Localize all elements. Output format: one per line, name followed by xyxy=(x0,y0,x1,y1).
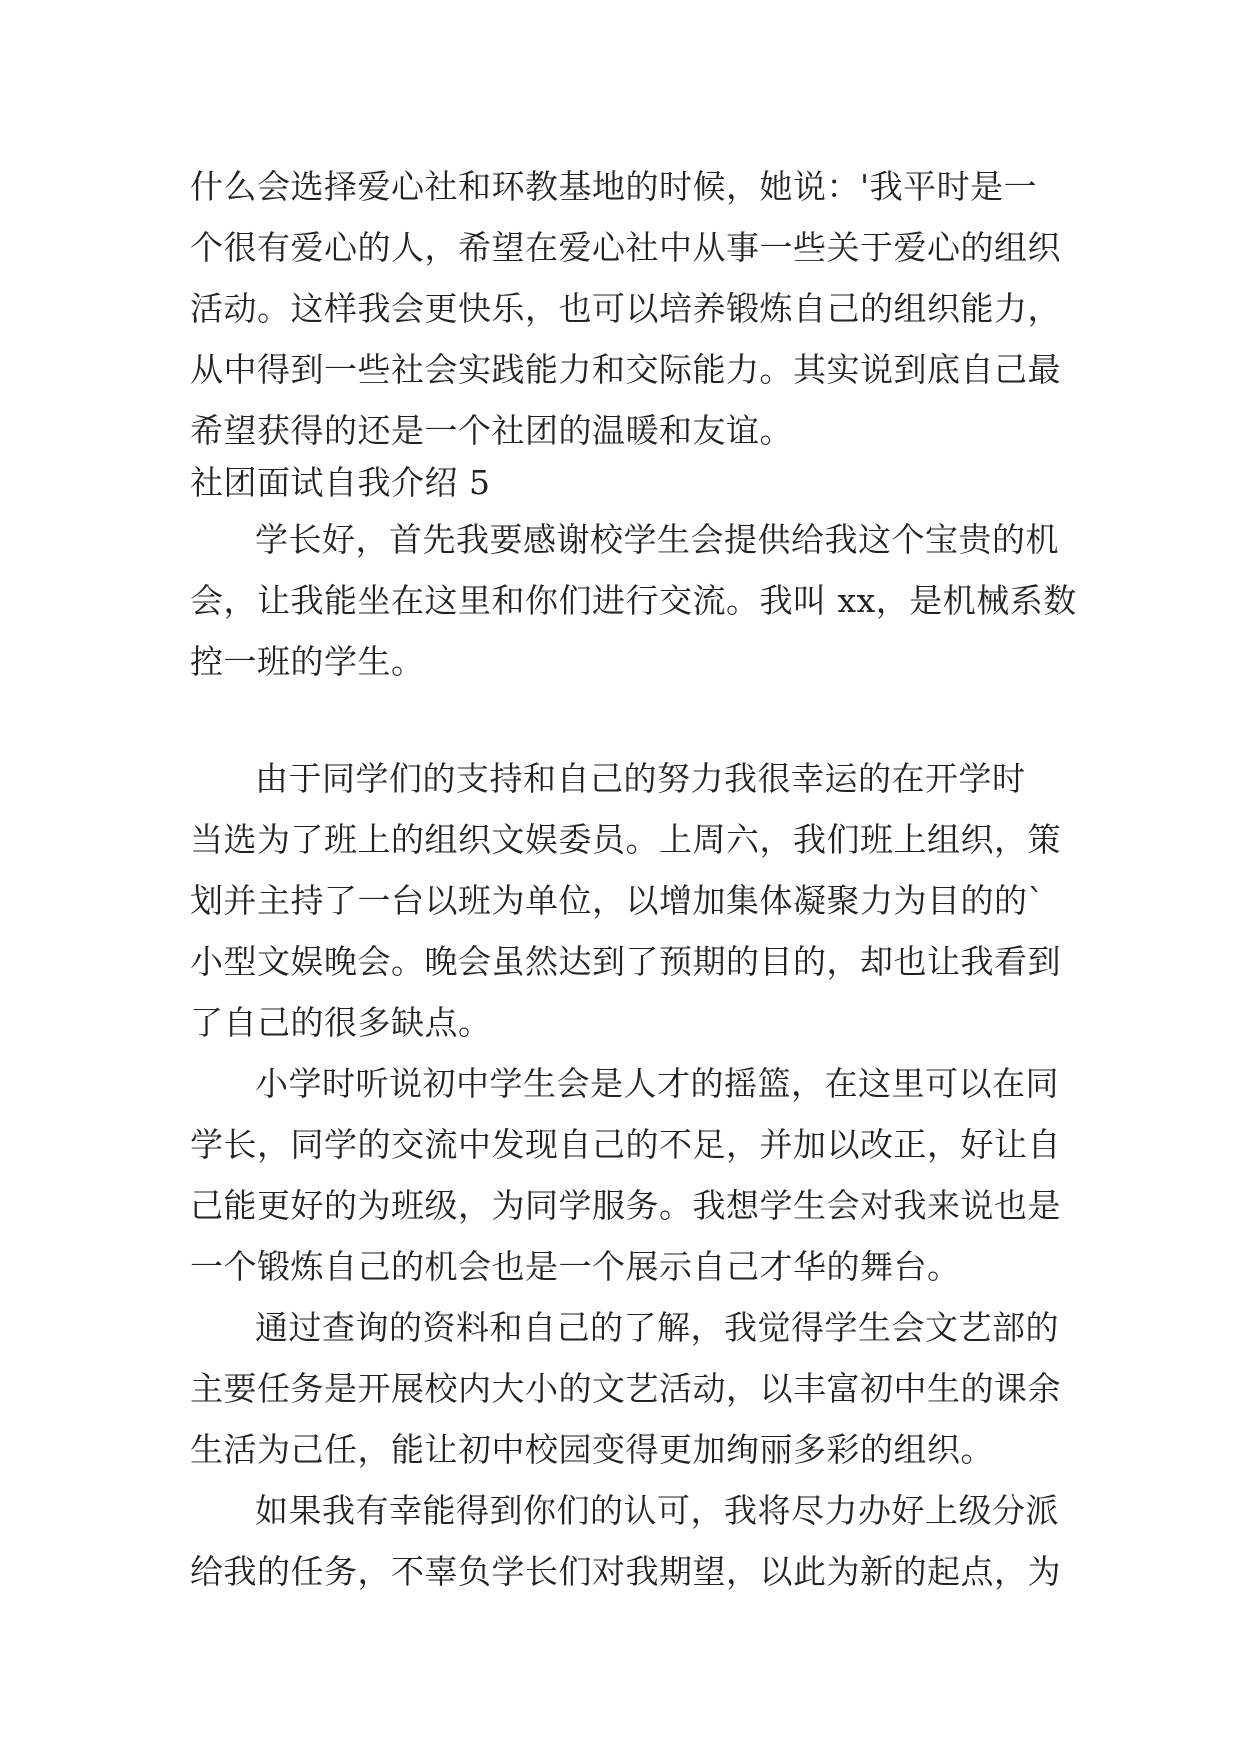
section-heading: 社团面试自我介绍 5 xyxy=(190,463,491,502)
text-line: 生活为己任，能让初中校园变得更加绚丽多彩的组织。 xyxy=(190,1430,994,1469)
text-line: 希望获得的还是一个社团的温暖和友谊。 xyxy=(190,411,793,450)
text-line: 什么会选择爱心社和环教基地的时候，她说：'我平时是一 xyxy=(190,167,1038,206)
text-line: 学长，同学的交流中发现自己的不足，并加以改正，好让自 xyxy=(190,1125,1061,1164)
text-line: 由于同学们的支持和自己的努力我很幸运的在开学时 xyxy=(255,759,1026,798)
text-line: 通过查询的资料和自己的了解，我觉得学生会文艺部的 xyxy=(255,1308,1059,1347)
text-line: 了自己的很多缺点。 xyxy=(190,1003,492,1042)
text-line: 如果我有幸能得到你们的认可，我将尽力办好上级分派 xyxy=(255,1491,1059,1530)
text-line: 主要任务是开展校内大小的文艺活动，以丰富初中生的课余 xyxy=(190,1369,1061,1408)
text-line: 会，让我能坐在这里和你们进行交流。我叫 xx，是机械系数 xyxy=(190,581,1077,620)
text-line: 当选为了班上的组织文娱委员。上周六，我们班上组织，策 xyxy=(190,820,1061,859)
text-line: 一个锻炼自己的机会也是一个展示自己才华的舞台。 xyxy=(190,1247,961,1286)
text-line: 活动。这样我会更快乐，也可以培养锻炼自己的组织能力， xyxy=(190,289,1061,328)
text-line: 给我的任务，不辜负学长们对我期望，以此为新的起点，为 xyxy=(190,1552,1061,1591)
text-line: 己能更好的为班级，为同学服务。我想学生会对我来说也是 xyxy=(190,1186,1061,1225)
text-line: 小学时听说初中学生会是人才的摇篮，在这里可以在同 xyxy=(255,1064,1059,1103)
text-line: 划并主持了一台以班为单位，以增加集体凝聚力为目的的` xyxy=(190,881,1045,920)
text-line: 控一班的学生。 xyxy=(190,642,425,681)
text-line: 从中得到一些社会实践能力和交际能力。其实说到底自己最 xyxy=(190,350,1061,389)
text-line: 小型文娱晚会。晚会虽然达到了预期的目的，却也让我看到 xyxy=(190,942,1061,981)
text-line: 学长好，首先我要感谢校学生会提供给我这个宝贵的机 xyxy=(255,520,1059,559)
text-line: 个很有爱心的人，希望在爱心社中从事一些关于爱心的组织 xyxy=(190,228,1061,267)
